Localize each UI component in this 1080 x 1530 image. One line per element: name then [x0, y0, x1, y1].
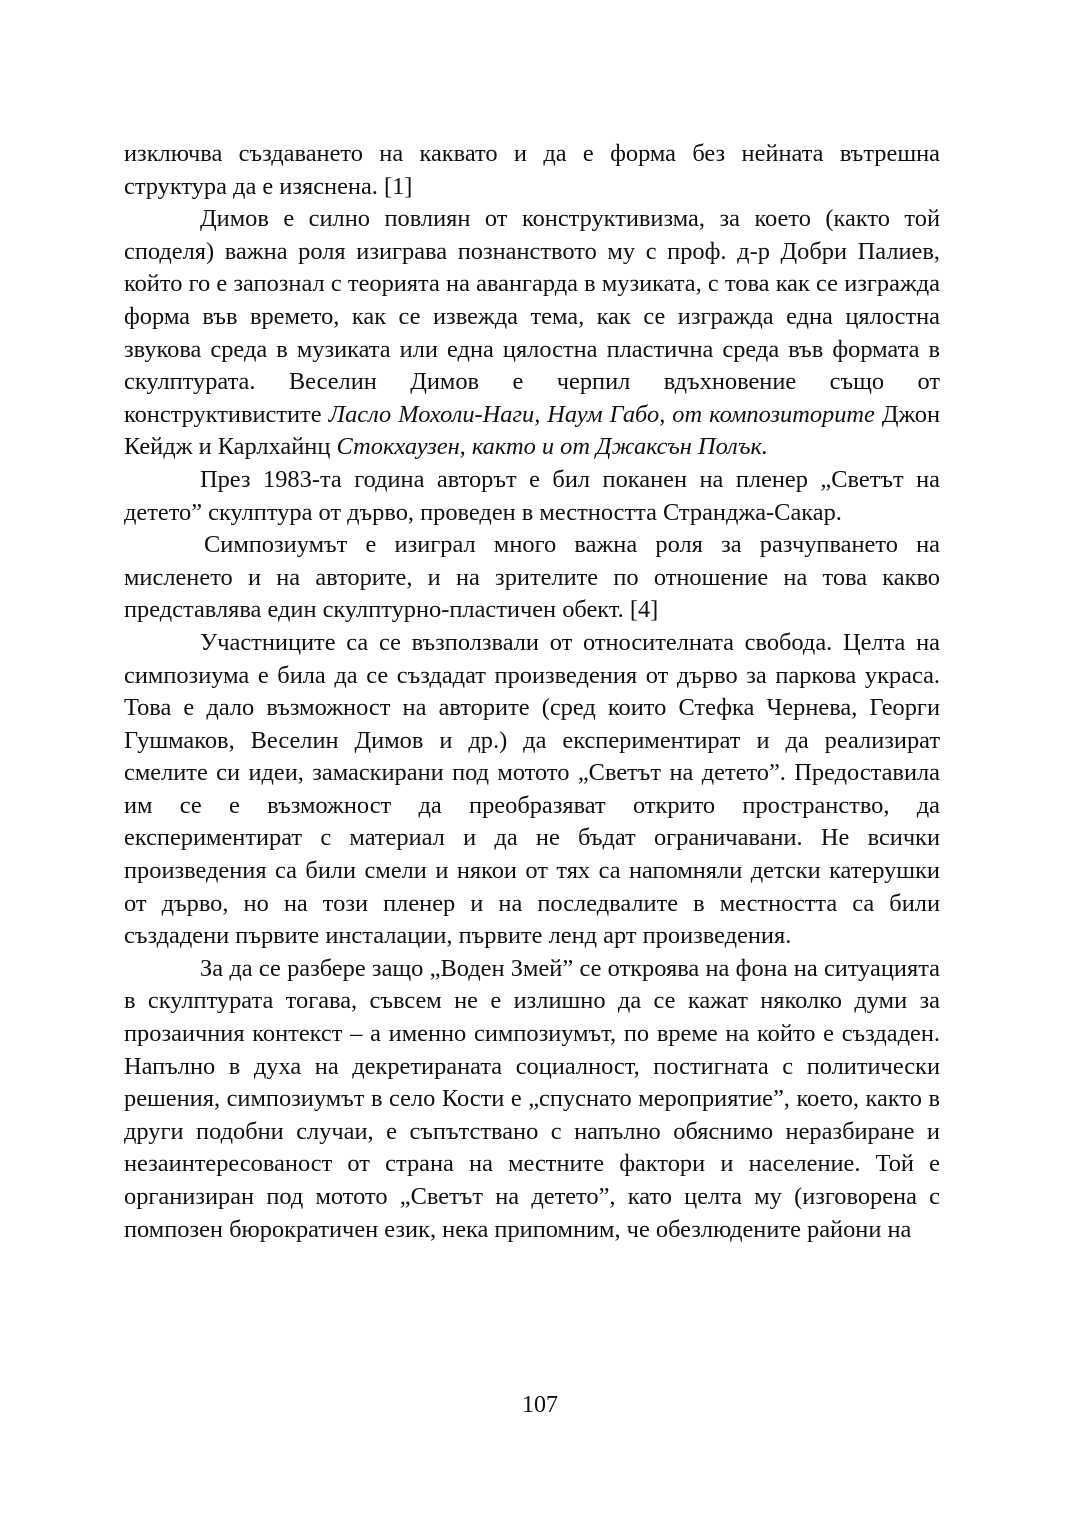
page-number: 107 [522, 1392, 558, 1418]
paragraph-4: Симпозиумът е изиграл много важна роля за разчупването на мисленето и на авторите, и на зрителите по отношение на това какво представлява един скулптурно-пластичен обект. [4] [124, 531, 940, 624]
paragraph-6: За да се разбере защо „Воден Змей” се откроява на фона на ситуацията в скулптурата тогава, съвсем не е излишно да се кажат няколко думи за прозаичния контекст – а именно симпозиумът, по време на който е създаден. Напълно в духа на декретираната социалност, постигната с политически решения, симпозиумът в село Кости е „спуснато мероприятие”, което, както в други подобни случаи, е съпътствано с напълно обяснимо неразбиране и незаинтересованост от страна на местните фактори и население. Той е организиран под мотото „Светът на детето”, като целта му (изговорена с помпозен бюрократичен език, нека припомним, че обезлюдените райони на [124, 954, 940, 1243]
paragraph-2 [124, 203, 940, 464]
paragraph-1: изключва създаването на каквато и да е форма без нейната вътрешна структура да е изяснена. [1] [124, 140, 940, 200]
paragraph-2-italic-names: Ласло Мохоли-Наги, Наум Габо, от композиторите [328, 400, 875, 428]
paragraph-2-italic-end: Стокхаузен, както и от Джаксън Полък. [336, 433, 768, 461]
paragraph-2-text: Димов е силно повлиян от конструктивизма, за което (както той споделя) важна роля изиграва познанството му с проф. д-р Добри Палиев, който го е запознал с теорията на авангарда в музиката, с това как се изгражда форма във времето, как се извежда тема, как се изгражда една цялостна звукова среда в музиката или една цялостна пластична среда във формата в скулптурата. Веселин Димов е черпил вдъхновение също от конструктивистите [124, 205, 940, 428]
paragraph-3: През 1983-та година авторът е бил поканен на пленер „Светът на детето” скулптура от дърво, проведен в местността Странджа-Сакар. [124, 465, 940, 526]
paragraph-5: Участниците са се възползвали от относителната свобода. Целта на симпозиума е била да се създадат произведения от дърво за паркова украса. Това е дало възможност на авторите (сред които Стефка Чернева, Георги Гушмаков, Веселин Димов и др.) да експериментират и да реализират смелите си идеи, замаскирани под мотото „Светът на детето”. Предоставила им се е възможност да преобразяват открито пространство, да експериментират с материал и да не бъдат ограничавани. Не всички произведения са били смели и някои от тях са напомняли детски катерушки от дърво, но на този пленер и на последвалите в местността са били създадени първите инсталации, първите ленд арт произведения. [124, 628, 940, 950]
paragraph-2-composers: Джон Кейдж и Карлхайнц [124, 400, 941, 461]
body-text [124, 138, 940, 1246]
